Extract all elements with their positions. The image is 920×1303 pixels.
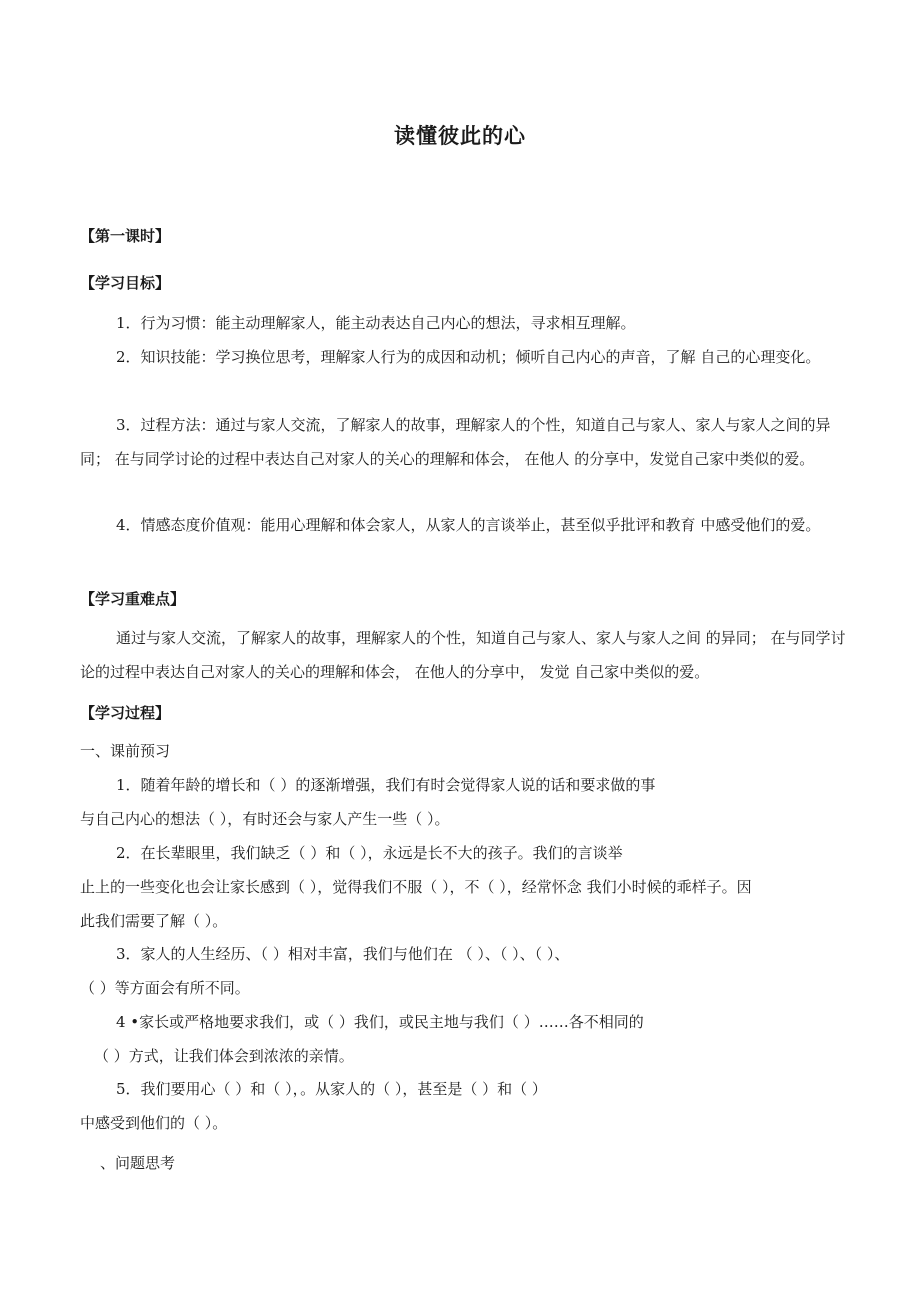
page-title: 读懂彼此的心 <box>394 124 526 148</box>
question-3-line-2: （ ）等方面会有所不同。 <box>80 979 250 997</box>
keypoints-paragraph: 通过与家人交流，了解家人的故事，理解家人的个性，知道自己与家人、家人与家人之间 的异同； 在与同学讨论的过程中表达自己对家人的关心的理解和体会， 在他人的分享中， 发觉 自己家中类似的爱。 <box>80 629 846 681</box>
question-2-line-2: 止上的一些变化也会让家长感到（ ），觉得我们不服（ ），不（ ），经常怀念 我们小时候的乖样子。因 <box>80 878 752 896</box>
section-process-heading: 【学习过程】 <box>80 704 171 722</box>
section-keypoints-heading: 【学习重难点】 <box>80 590 186 608</box>
question-2-line-3: 此我们需要了解（ ）。 <box>80 912 228 930</box>
goal-item-4: 4．情感态度价值观：能用心理解和体会家人，从家人的言谈举止，甚至似乎批评和教育 中感受他们的爱。 <box>116 516 821 534</box>
question-2-line-1: 2．在长辈眼里，我们缺乏（ ）和（ ），永远是长不大的孩子。我们的言谈举 <box>116 844 623 862</box>
goal-item-1: 1．行为习惯：能主动理解家人，能主动表达自己内心的想法，寻求相互理解。 <box>116 314 636 332</box>
question-3-line-1: 3．家人的人生经历、（ ）相对丰富，我们与他们在 （ ）、（ ）、（ ）、 <box>116 945 570 963</box>
question-1-line-1: 1．随着年龄的增长和（ ）的逐渐增强，我们有时会觉得家人说的话和要求做的事 <box>116 776 656 794</box>
part2-title: 、问题思考 <box>100 1154 176 1172</box>
section-goals-heading: 【学习目标】 <box>80 274 171 292</box>
part1-title: 一、课前预习 <box>80 742 171 760</box>
goal-item-2: 2．知识技能：学习换位思考，理解家人行为的成因和动机；倾听自己内心的声音，了解 自己的心理变化。 <box>116 348 821 366</box>
question-5-line-1: 5．我们要用心（ ）和（ ），。从家人的（ ），甚至是（ ）和（ ） <box>116 1080 547 1098</box>
goal-item-3: 3．过程方法：通过与家人交流，了解家人的故事，理解家人的个性，知道自己与家人、家人与家人之间的异同； 在与同学讨论的过程中表达自己对家人的关心的理解和体会， 在他人 的分享中，发觉自己家中类似的爱。 <box>80 416 831 468</box>
question-5-line-2: 中感受到他们的（ ）。 <box>80 1114 228 1132</box>
question-1-line-2: 与自己内心的想法（ ），有时还会与家人产生一些（ ）。 <box>80 810 450 828</box>
question-4-line-2: （ ）方式，让我们体会到浓浓的亲情。 <box>94 1047 354 1065</box>
question-4-line-1: 4 •家长或严格地要求我们，或（ ）我们，或民主地与我们（ ）……各不相同的 <box>116 1013 644 1031</box>
section-lesson-heading: 【第一课时】 <box>80 227 171 245</box>
